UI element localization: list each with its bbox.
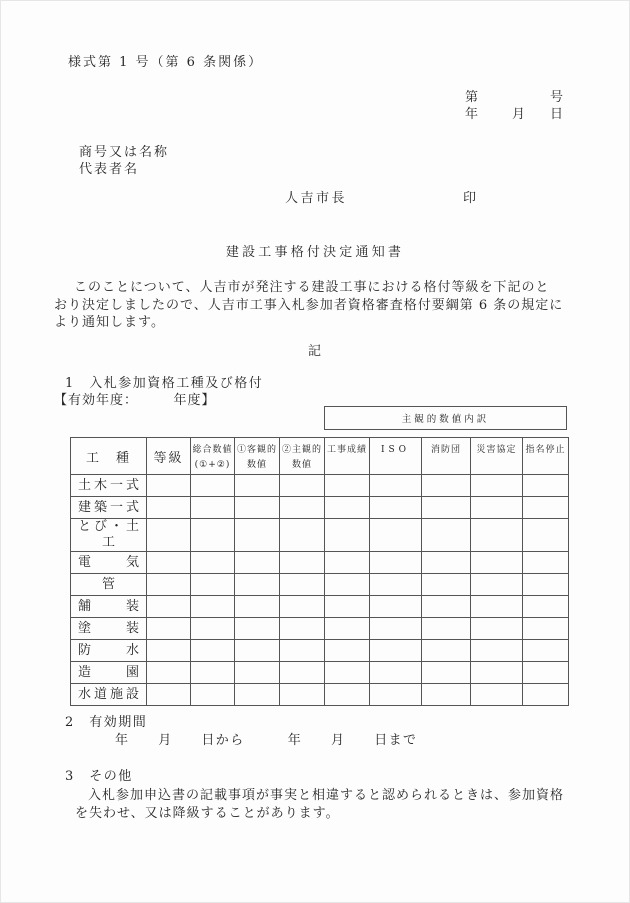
empty-cell xyxy=(325,596,370,618)
empty-cell xyxy=(280,596,325,618)
record-marker: 記 xyxy=(307,344,322,359)
empty-cell xyxy=(147,662,191,684)
empty-cell xyxy=(471,475,523,497)
empty-cell xyxy=(147,640,191,662)
document-title: 建設工事格付決定通知書 xyxy=(225,245,405,260)
total-value-header: 総合数値 (①+②) xyxy=(191,438,235,475)
empty-cell xyxy=(325,574,370,596)
table-row-civil xyxy=(71,475,569,497)
empty-cell xyxy=(422,662,471,684)
empty-cell xyxy=(235,574,280,596)
empty-cell xyxy=(325,618,370,640)
empty-cell xyxy=(523,684,569,706)
empty-cell xyxy=(235,618,280,640)
empty-cell xyxy=(471,618,523,640)
empty-cell xyxy=(370,662,422,684)
empty-cell xyxy=(235,475,280,497)
empty-cell xyxy=(235,519,280,552)
empty-cell xyxy=(147,519,191,552)
table-row-painting xyxy=(71,618,569,640)
empty-cell xyxy=(523,475,569,497)
company-name-label: 商号又は名称 xyxy=(79,145,170,160)
empty-cell xyxy=(235,497,280,519)
empty-cell xyxy=(422,497,471,519)
empty-cell xyxy=(235,640,280,662)
empty-cell xyxy=(280,519,325,552)
empty-cell xyxy=(191,552,235,574)
empty-cell xyxy=(422,596,471,618)
date-day-label: 日 xyxy=(550,107,565,122)
empty-cell xyxy=(235,552,280,574)
empty-cell xyxy=(523,574,569,596)
mayor-name: 人吉市長 xyxy=(285,191,348,206)
work-type-scaffolding: と び ・ 土 工 xyxy=(71,519,147,552)
empty-cell xyxy=(370,475,422,497)
empty-cell xyxy=(523,662,569,684)
representative-label: 代表者名 xyxy=(79,162,140,177)
table-header-row xyxy=(71,438,569,475)
work-type-waterproofing: 防 水 xyxy=(71,640,147,662)
empty-cell xyxy=(325,519,370,552)
empty-cell xyxy=(191,574,235,596)
empty-cell xyxy=(147,574,191,596)
empty-cell xyxy=(147,596,191,618)
empty-cell xyxy=(147,618,191,640)
table-row-landscaping xyxy=(71,662,569,684)
empty-cell xyxy=(191,596,235,618)
empty-cell xyxy=(191,640,235,662)
date-month-label: 月 xyxy=(512,107,527,122)
work-type-civil: 土 木 一 式 xyxy=(71,475,147,497)
grade-header: 等級 xyxy=(147,438,191,475)
empty-cell xyxy=(325,662,370,684)
empty-cell xyxy=(147,475,191,497)
empty-cell xyxy=(325,552,370,574)
empty-cell xyxy=(422,640,471,662)
empty-cell xyxy=(191,684,235,706)
empty-cell xyxy=(471,519,523,552)
empty-cell xyxy=(422,618,471,640)
body-line: このことについて、人吉市が発注する建設工事における格付等級を下記のと xyxy=(74,280,550,295)
empty-cell xyxy=(422,475,471,497)
disaster-agreement-header: 災害協定 xyxy=(471,438,523,475)
empty-cell xyxy=(191,662,235,684)
subjective-value-header: ②主観的 数値 xyxy=(280,438,325,475)
work-type-landscaping: 造 園 xyxy=(71,662,147,684)
empty-cell xyxy=(191,475,235,497)
empty-cell xyxy=(370,552,422,574)
empty-cell xyxy=(471,497,523,519)
doc-number-suffix: 号 xyxy=(550,90,565,105)
empty-cell xyxy=(191,497,235,519)
empty-cell xyxy=(471,662,523,684)
table-row-scaffolding xyxy=(71,519,569,552)
validity-year-line: 【有効年度： 年度】 xyxy=(54,393,216,408)
section3-heading: 3 その他 xyxy=(65,769,133,784)
empty-cell xyxy=(280,662,325,684)
work-type-paving: 舗 装 xyxy=(71,596,147,618)
empty-cell xyxy=(370,574,422,596)
empty-cell xyxy=(280,552,325,574)
empty-cell xyxy=(422,574,471,596)
section1-heading: 1 入札参加資格工種及び格付 xyxy=(65,376,264,391)
empty-cell xyxy=(147,684,191,706)
construction-results-header: 工事成績 xyxy=(325,438,370,475)
table-row-electrical xyxy=(71,552,569,574)
empty-cell xyxy=(191,519,235,552)
work-type-painting: 塗 装 xyxy=(71,618,147,640)
empty-cell xyxy=(422,684,471,706)
empty-cell xyxy=(370,596,422,618)
section3-line: を失わせ、又は降級することがあります。 xyxy=(75,805,340,821)
empty-cell xyxy=(325,684,370,706)
empty-cell xyxy=(523,519,569,552)
empty-cell xyxy=(235,662,280,684)
empty-cell xyxy=(280,640,325,662)
section3-text xyxy=(75,787,564,822)
empty-cell xyxy=(325,497,370,519)
empty-cell xyxy=(235,684,280,706)
date-year-label: 年 xyxy=(465,107,480,122)
empty-cell xyxy=(370,640,422,662)
form-id: 様式第 1 号（第 6 条関係） xyxy=(68,55,264,70)
empty-cell xyxy=(523,618,569,640)
table-row-architecture xyxy=(71,497,569,519)
work-type-architecture: 建 築 一 式 xyxy=(71,497,147,519)
empty-cell xyxy=(191,618,235,640)
empty-cell xyxy=(471,640,523,662)
empty-cell xyxy=(325,640,370,662)
subjective-values-box xyxy=(324,406,567,430)
table-row-water-supply xyxy=(71,684,569,706)
empty-cell xyxy=(523,497,569,519)
empty-cell xyxy=(471,684,523,706)
section2-heading: 2 有効期間 xyxy=(65,715,148,730)
empty-cell xyxy=(370,497,422,519)
validity-period-line: 年 月 日から 年 月 日まで xyxy=(115,733,418,748)
empty-cell xyxy=(370,684,422,706)
objective-value-header: ①客観的 数値 xyxy=(235,438,280,475)
doc-number-prefix: 第 xyxy=(465,90,480,105)
empty-cell xyxy=(523,552,569,574)
empty-cell xyxy=(471,596,523,618)
empty-cell xyxy=(471,574,523,596)
suspension-header: 指名停止 xyxy=(523,438,569,475)
fire-brigade-header: 消防団 xyxy=(422,438,471,475)
body-line: より通知します。 xyxy=(54,315,165,330)
empty-cell xyxy=(280,574,325,596)
empty-cell xyxy=(370,519,422,552)
empty-cell xyxy=(147,552,191,574)
empty-cell xyxy=(235,596,280,618)
rating-table xyxy=(70,437,569,706)
section3-line: 入札参加申込書の記載事項が事実と相違すると認められるときは、参加資格 xyxy=(88,788,565,803)
empty-cell xyxy=(422,519,471,552)
empty-cell xyxy=(471,552,523,574)
iso-header: ISO xyxy=(370,438,422,475)
empty-cell xyxy=(280,684,325,706)
empty-cell xyxy=(280,618,325,640)
empty-cell xyxy=(523,640,569,662)
work-type-water-supply: 水 道 施 設 xyxy=(71,684,147,706)
table-row-waterproofing xyxy=(71,640,569,662)
empty-cell xyxy=(147,497,191,519)
work-type-electrical: 電 気 xyxy=(71,552,147,574)
empty-cell xyxy=(325,475,370,497)
seal-mark: 印 xyxy=(463,191,478,206)
empty-cell xyxy=(370,618,422,640)
body-line: おり決定しましたので、人吉市工事入札参加者資格審査格付要綱第 6 条の規定に xyxy=(54,297,564,313)
body-paragraph xyxy=(54,279,563,332)
work-type-plumbing: 管 xyxy=(71,574,147,596)
empty-cell xyxy=(523,596,569,618)
table-row-paving xyxy=(71,596,569,618)
work-type-header: 工 種 xyxy=(71,438,147,475)
subjective-values-box-label: 主観的数値内訳 xyxy=(401,414,490,425)
empty-cell xyxy=(280,475,325,497)
table-row-plumbing xyxy=(71,574,569,596)
empty-cell xyxy=(422,552,471,574)
empty-cell xyxy=(280,497,325,519)
